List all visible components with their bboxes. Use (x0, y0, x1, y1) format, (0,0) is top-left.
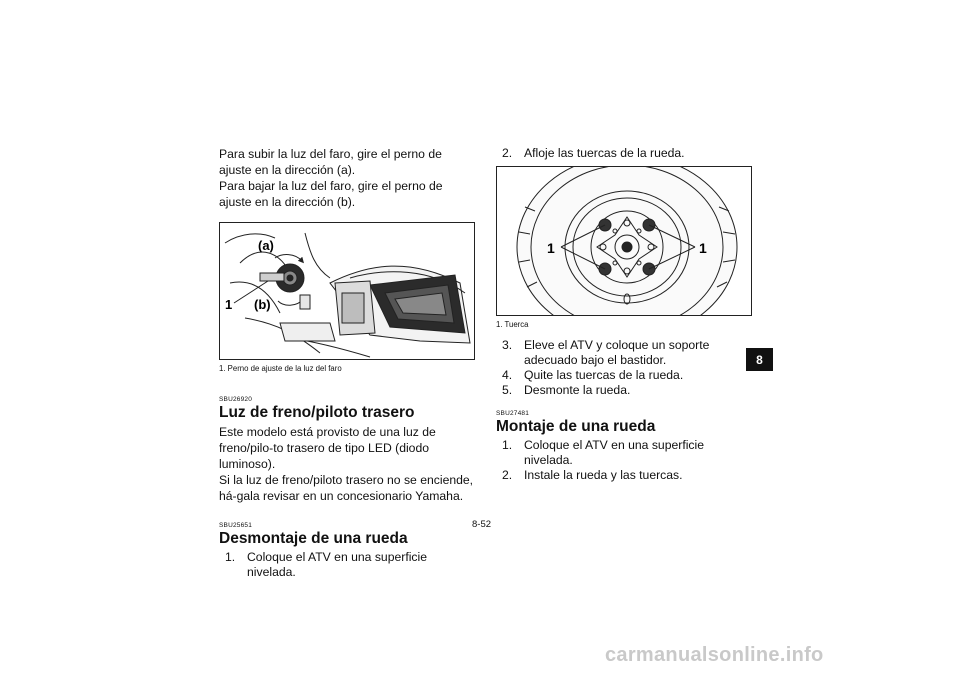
callout-1-left-label: 1 (547, 240, 555, 256)
list-item (496, 383, 756, 398)
list-item (496, 468, 756, 483)
intro-paragraph-2: Para bajar la luz del faro, gire el perno de ajuste en la dirección (b). (219, 179, 443, 209)
section-code: SBU26920 (219, 396, 253, 403)
right-column (496, 146, 756, 483)
intro-paragraph-1: Para subir la luz del faro, gire el perno de ajuste en la dirección (a). (219, 147, 442, 177)
section-paragraph: Si la luz de freno/piloto trasero no se enciende, há-gala revisar en un concesionario Yamaha. (219, 473, 474, 503)
list-number: 3. (502, 338, 513, 352)
wheel-illustration (497, 167, 751, 315)
headlight-illustration (220, 223, 474, 359)
section-title: Montaje de una rueda (496, 418, 656, 435)
chapter-tab: 8 (746, 348, 773, 371)
list-item (496, 146, 756, 161)
list-number: 2. (502, 146, 513, 160)
page-number: 8-52 (472, 519, 492, 530)
section-code: SBU25651 (219, 522, 253, 529)
list-number: 1. (225, 550, 236, 564)
callout-1-label: 1 (225, 297, 233, 312)
section-code: SBU27481 (496, 410, 530, 417)
section-title: Luz de freno/piloto trasero (219, 404, 415, 421)
list-text: Afloje las tuercas de la rueda. (524, 146, 685, 160)
section-paragraph: Este modelo está provisto de una luz de freno/pilo-to trasero de tipo LED (diodo luminoso). (219, 425, 436, 471)
watermark: carmanualsonline.info (605, 644, 824, 666)
figure-caption-headlight: 1. Perno de ajuste de la luz del faro (219, 364, 342, 373)
steps-list (496, 338, 756, 398)
wheel-figure (496, 166, 752, 316)
list-text: Quite las tuercas de la rueda. (524, 368, 684, 382)
direction-a-label: (a) (258, 238, 274, 253)
headlight-figure (219, 222, 475, 360)
list-text: Coloque el ATV en una superficie nivelada. (247, 550, 427, 579)
list-number: 2. (502, 468, 513, 482)
list-text: Desmonte la rueda. (524, 383, 631, 397)
section-title: Desmontaje de una rueda (219, 530, 408, 547)
list-number: 5. (502, 383, 513, 397)
list-item (496, 438, 756, 468)
list-item (496, 368, 756, 383)
list-number: 1. (502, 438, 513, 452)
list-number: 4. (502, 368, 513, 382)
callout-1-right-label: 1 (699, 240, 707, 256)
list-item (496, 338, 756, 368)
list-text: Coloque el ATV en una superficie nivelada. (524, 438, 704, 467)
list-text: Eleve el ATV y coloque un soporte adecuado bajo el bastidor. (524, 338, 710, 367)
list-item (219, 550, 475, 580)
direction-b-label: (b) (254, 297, 271, 312)
left-column (219, 146, 475, 580)
list-text: Instale la rueda y las tuercas. (524, 468, 683, 482)
figure-caption-wheel: 1. Tuerca (496, 320, 529, 329)
